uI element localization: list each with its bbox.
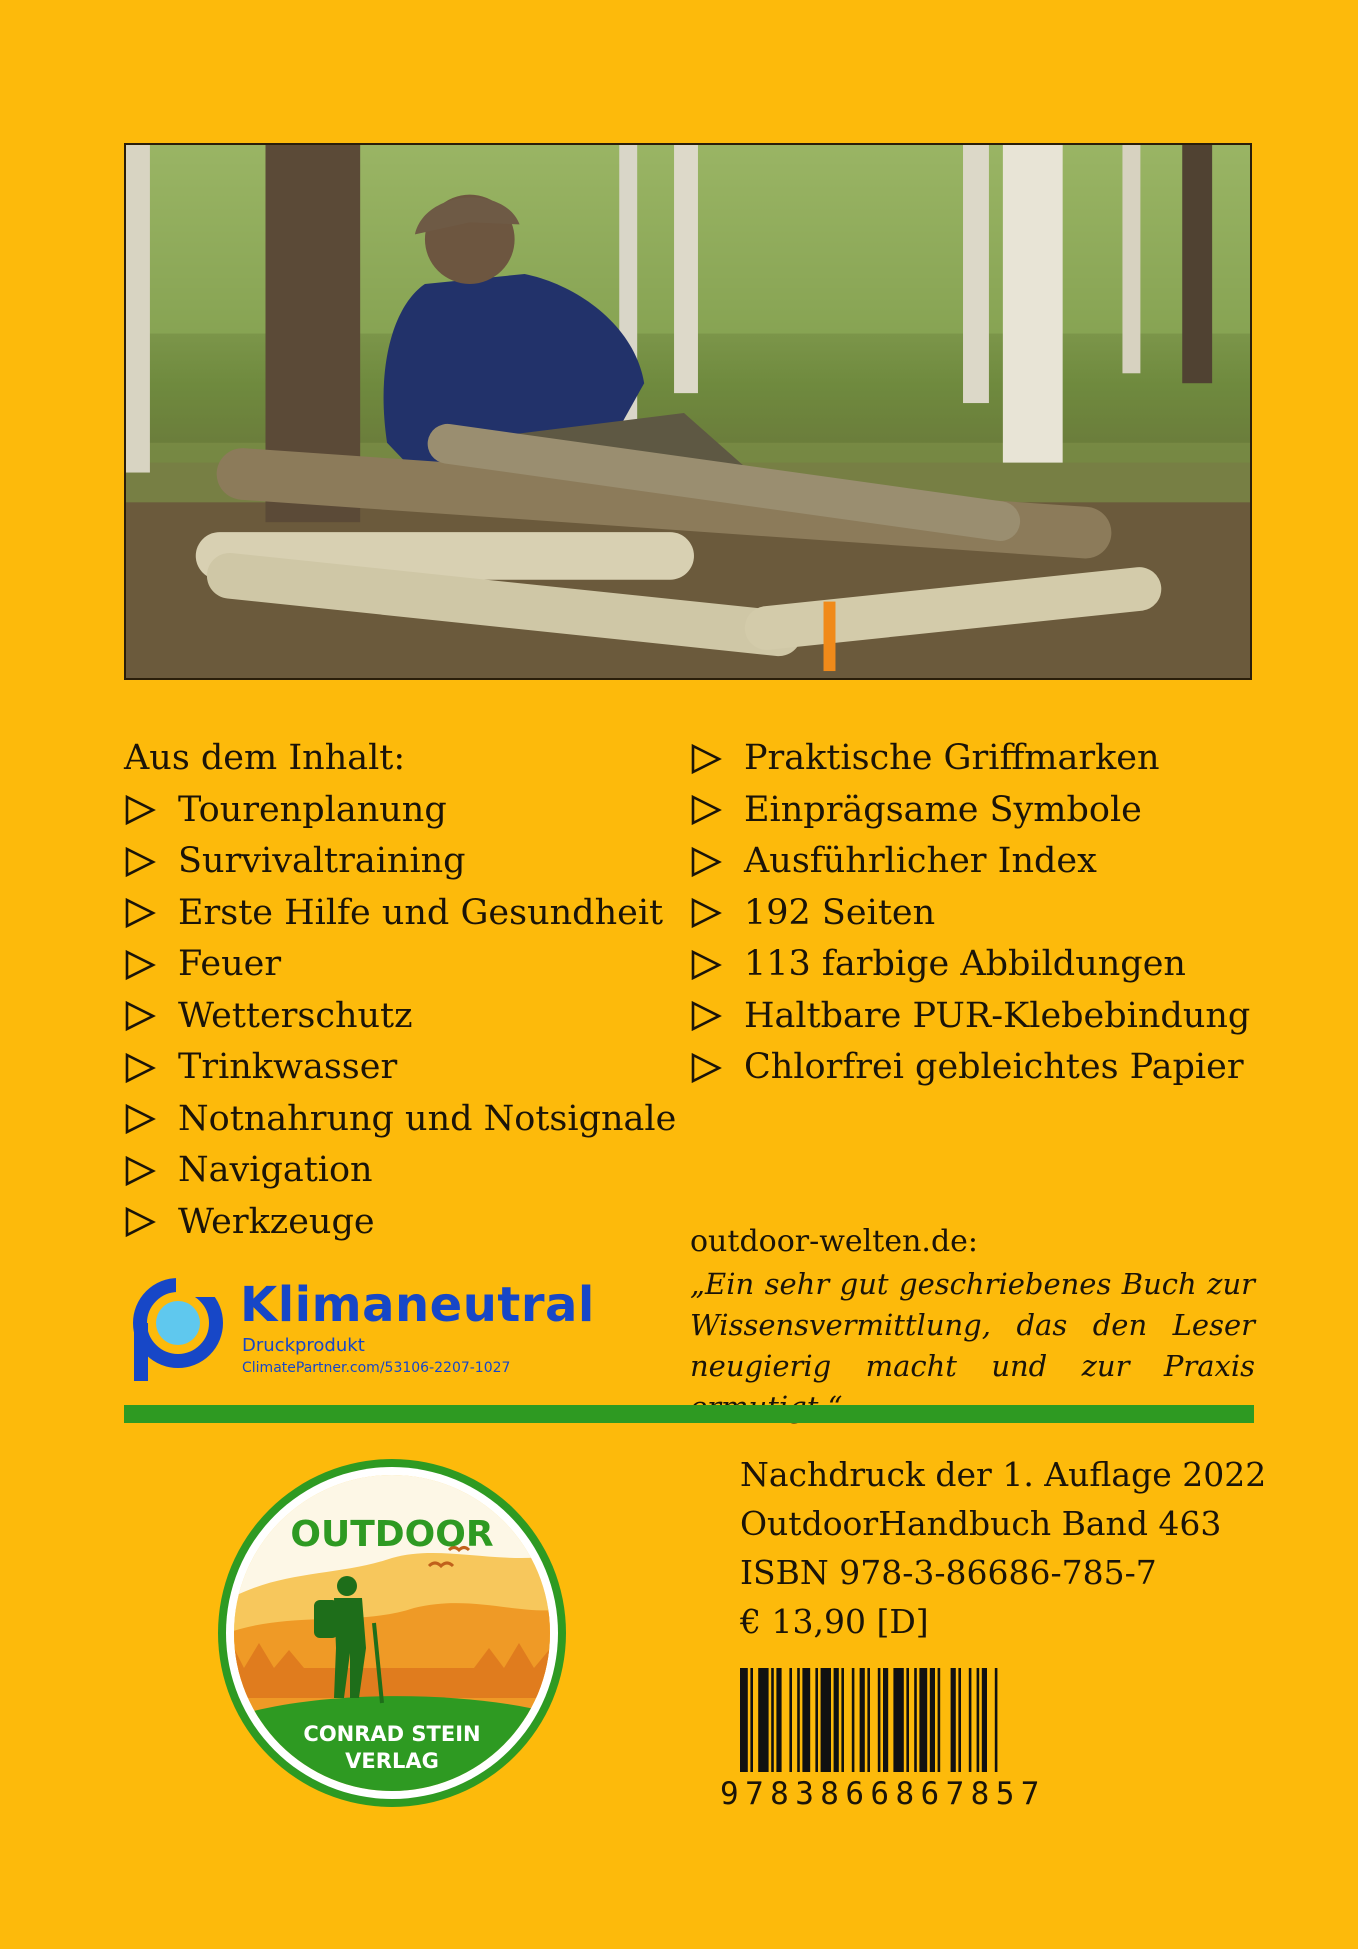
list-item — [690, 991, 1290, 1043]
barcode-bar — [758, 1668, 768, 1772]
barcode-bar — [821, 1668, 831, 1772]
triangle-bullet-icon — [690, 794, 744, 826]
seal-bottom-line2: VERLAG — [345, 1749, 439, 1773]
list-item-label: Einprägsame Symbole — [744, 789, 1142, 830]
list-item-label: 192 Seiten — [744, 892, 936, 933]
barcode-bar — [893, 1668, 903, 1772]
list-item-label: Wetterschutz — [178, 995, 413, 1036]
barcode-bars — [720, 1668, 1120, 1776]
triangle-bullet-icon — [124, 897, 178, 929]
barcode-bar — [776, 1668, 781, 1772]
barcode-bar — [797, 1668, 800, 1772]
divider-bar — [124, 1405, 1254, 1423]
triangle-bullet-icon — [690, 743, 744, 775]
list-item — [124, 1145, 684, 1197]
series-line: OutdoorHandbuch Band 463 — [740, 1504, 1222, 1543]
cover-photo — [124, 143, 1252, 680]
list-item-label: Werkzeuge — [178, 1201, 375, 1242]
barcode-bar — [860, 1668, 865, 1772]
list-item-label: Erste Hilfe und Gesundheit — [178, 892, 664, 933]
publication-info — [740, 1450, 1266, 1646]
contents-left-column — [124, 733, 684, 1248]
triangle-bullet-icon — [690, 1052, 744, 1084]
seal-top-text: OUTDOOR — [290, 1514, 494, 1555]
klimaneutral-subtitle: Druckprodukt — [242, 1335, 365, 1356]
list-item — [690, 1042, 1290, 1094]
features-right-column — [690, 733, 1290, 1094]
barcode-bar — [995, 1668, 998, 1772]
barcode-bar — [771, 1668, 774, 1772]
list-item-label: Ausführlicher Index — [744, 841, 1097, 881]
forest-scene-illustration — [126, 145, 1250, 678]
list-item-label: Navigation — [178, 1150, 373, 1190]
barcode-bar — [906, 1668, 909, 1772]
triangle-bullet-icon — [124, 1155, 178, 1187]
list-item — [690, 888, 1290, 940]
review-text: „Ein sehr gut geschriebenes Buch zur Wissensvermittlung, das den Leser neugierig macht und zur Praxis — [690, 1267, 1255, 1383]
triangle-bullet-icon — [124, 1052, 178, 1084]
barcode-bar — [867, 1668, 870, 1772]
list-item-label: Tourenplanung — [178, 789, 447, 830]
barcode-bar — [883, 1668, 888, 1772]
barcode-bar — [938, 1668, 941, 1772]
klimaneutral-badge — [128, 1275, 648, 1385]
list-item — [124, 1197, 684, 1249]
list-item-label: 113 farbige Abbildungen — [744, 944, 1186, 984]
barcode-bar — [789, 1668, 792, 1772]
triangle-bullet-icon — [124, 1206, 178, 1238]
triangle-bullet-icon — [124, 1103, 178, 1135]
barcode-digits: 9783866867857 — [720, 1776, 1046, 1812]
barcode-bar — [977, 1668, 980, 1772]
edition-line: Nachdruck der 1. Auflage 2022 — [740, 1455, 1267, 1494]
climatepartner-logo-icon — [128, 1275, 228, 1385]
list-item-label: Chlorfrei gebleichtes Papier — [744, 1047, 1244, 1087]
triangle-bullet-icon — [690, 897, 744, 929]
list-item — [690, 836, 1290, 888]
klimaneutral-url: ClimatePartner.com/53106-2207-1027 — [242, 1360, 511, 1376]
list-item — [690, 939, 1290, 991]
barcode-bar — [852, 1668, 855, 1772]
review-quote — [690, 1222, 1255, 1428]
list-item — [124, 785, 684, 837]
list-item — [124, 1042, 684, 1094]
isbn-line: ISBN 978-3-86686-785-7 — [740, 1553, 1157, 1592]
list-item — [690, 785, 1290, 837]
triangle-bullet-icon — [124, 794, 178, 826]
list-item-label: Notnahrung und Notsignale — [178, 1098, 677, 1139]
barcode-bar — [958, 1668, 961, 1772]
barcode-bar — [919, 1668, 927, 1772]
barcode-bar — [750, 1668, 753, 1772]
barcode-bar — [841, 1668, 844, 1772]
barcode-bar — [969, 1668, 972, 1772]
isbn-barcode — [720, 1668, 1120, 1813]
list-item-label: Trinkwasser — [178, 1047, 398, 1087]
list-item — [124, 888, 684, 940]
barcode-bar — [802, 1668, 810, 1772]
price-line: € 13,90 [D] — [740, 1602, 929, 1641]
barcode-bar — [982, 1668, 987, 1772]
list-item-label: Survivaltraining — [178, 841, 466, 881]
barcode-bar — [740, 1668, 748, 1772]
triangle-bullet-icon — [124, 846, 178, 878]
publisher-seal — [214, 1458, 570, 1808]
barcode-bar — [930, 1668, 935, 1772]
barcode-bar — [834, 1668, 839, 1772]
klimaneutral-title: Klimaneutral — [240, 1277, 595, 1333]
triangle-bullet-icon — [690, 846, 744, 878]
list-item — [690, 733, 1290, 785]
list-item — [124, 991, 684, 1043]
barcode-bar — [951, 1668, 956, 1772]
seal-bottom-line1: CONRAD STEIN — [303, 1722, 481, 1746]
list-item — [124, 1094, 684, 1146]
contents-heading: Aus dem Inhalt: — [124, 738, 406, 778]
list-item-label: Feuer — [178, 944, 282, 984]
list-item — [124, 939, 684, 991]
triangle-bullet-icon — [124, 1000, 178, 1032]
list-item-label: Haltbare PUR-Klebebindung — [744, 995, 1251, 1036]
triangle-bullet-icon — [690, 1000, 744, 1032]
list-item — [124, 836, 684, 888]
outdoor-seal-logo — [214, 1458, 570, 1808]
review-source: outdoor-welten.de: — [690, 1224, 979, 1259]
list-item-label: Praktische Griffmarken — [744, 738, 1160, 778]
barcode-bar — [914, 1668, 917, 1772]
triangle-bullet-icon — [690, 949, 744, 981]
triangle-bullet-icon — [124, 949, 178, 981]
barcode-bar — [878, 1668, 881, 1772]
barcode-bar — [815, 1668, 818, 1772]
